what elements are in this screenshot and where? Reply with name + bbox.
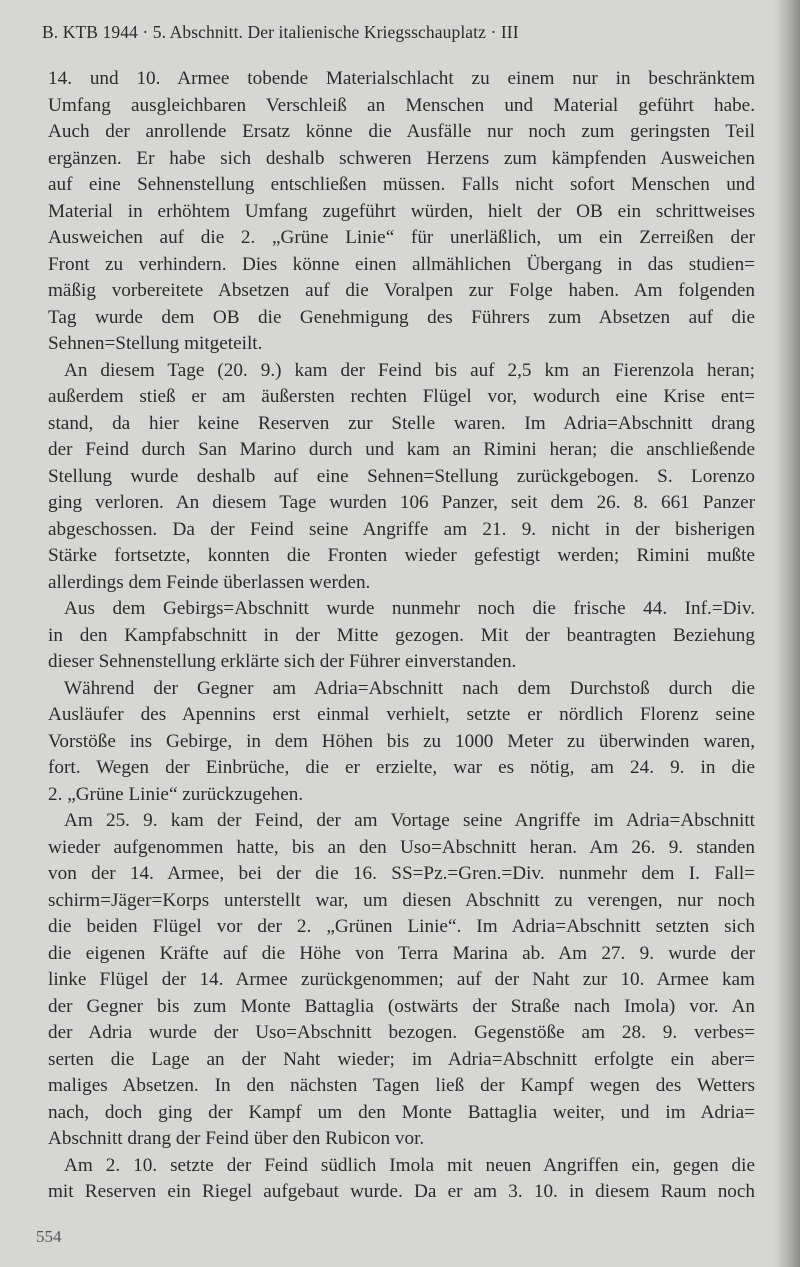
text-line: An diesem Tage (20. 9.) kam der Feind bis auf 2,5 km an Fierenzola heran; <box>64 359 755 381</box>
paragraph <box>48 66 755 358</box>
text-line: der Feind durch San Marino durch und kam an Rimini heran; die anschließende <box>48 439 755 460</box>
page-edge-shadow <box>774 0 800 1267</box>
text-line: von der 14. Armee, bei der die 16. SS=Pz.=Gren.=Div. nunmehr dem I. Fall= <box>48 863 755 884</box>
paragraph <box>48 808 755 1153</box>
text-line: Am 2. 10. setzte der Feind südlich Imola mit neuen Angriffen ein, gegen die <box>64 1154 755 1176</box>
text-line: mit Reserven ein Riegel aufgebaut wurde. Da er am 3. 10. in diesem Raum noch <box>48 1181 755 1202</box>
paragraph <box>48 358 755 597</box>
text-line: 14. und 10. Armee tobende Materialschlacht zu einem nur in beschränktem <box>48 68 755 89</box>
text-line: außerdem stieß er am äußersten rechten Flügel vor, wodurch eine Krise ent= <box>48 386 755 407</box>
text-line: Stärke fortsetzte, konnten die Fronten wieder gefestigt werden; Rimini mußte <box>48 545 755 566</box>
text-line: maliges Absetzen. In den nächsten Tagen ließ der Kampf wegen des Wetters <box>48 1075 755 1096</box>
text-line: Während der Gegner am Adria=Abschnitt nach dem Durchstoß durch die <box>64 677 755 699</box>
text-line: die eigenen Kräfte auf die Höhe von Terra Marina ab. Am 27. 9. wurde der <box>48 942 755 964</box>
text-line: Material in erhöhtem Umfang zugeführt würden, hielt der OB ein schrittweises <box>48 200 755 222</box>
body-text <box>48 66 755 1206</box>
text-line: dieser Sehnenstellung erklärte sich der Führer einverstanden. <box>48 651 517 672</box>
text-line: Abschnitt drang der Feind über den Rubicon vor. <box>48 1128 425 1149</box>
text-line: Aus dem Gebirgs=Abschnitt wurde nunmehr noch die frische 44. Inf.=Div. <box>64 598 755 619</box>
text-line: Auch der anrollende Ersatz könne die Ausfälle nur noch zum geringsten Teil <box>48 121 755 142</box>
text-line: Am 25. 9. kam der Feind, der am Vortage seine Angriffe im Adria=Abschnitt <box>64 810 755 831</box>
text-line: Vorstöße ins Gebirge, in dem Höhen bis zu 1000 Meter zu überwinden waren, <box>48 730 755 752</box>
text-line: linke Flügel der 14. Armee zurückgenommen; auf der Naht zur 10. Armee kam <box>48 969 755 990</box>
text-line: Ausweichen auf die 2. „Grüne Linie“ für unerläßlich, um ein Zerreißen der <box>48 227 755 248</box>
text-line: Umfang ausgleichbaren Verschleiß an Menschen und Material geführt habe. <box>48 94 755 116</box>
paragraph <box>48 1153 755 1206</box>
text-line: fort. Wegen der Einbrüche, die er erzielte, war es nötig, am 24. 9. in die <box>48 757 755 778</box>
text-line: mäßig vorbereitete Absetzen auf die Voralpen zur Folge haben. Am folgenden <box>48 280 755 301</box>
text-line: Stellung wurde deshalb auf eine Sehnen=Stellung zurückgebogen. S. Lorenzo <box>48 465 755 487</box>
text-line: der Gegner bis zum Monte Battaglia (ostwärts der Straße nach Imola) vor. An <box>48 995 755 1017</box>
text-line: nach, doch ging der Kampf um den Monte Battaglia weiter, und im Adria= <box>48 1101 755 1123</box>
text-line: serten die Lage an der Naht wieder; im Adria=Abschnitt erfolgte ein aber= <box>48 1048 755 1070</box>
text-line: die beiden Flügel vor der 2. „Grünen Linie“. Im Adria=Abschnitt setzten sich <box>48 916 755 937</box>
text-line: stand, da hier keine Reserven zur Stelle waren. Im Adria=Abschnitt drang <box>48 412 755 434</box>
page-number: 554 <box>36 1227 62 1246</box>
paragraph <box>48 676 755 809</box>
text-line: allerdings dem Feinde überlassen werden. <box>48 571 371 593</box>
text-line: der Adria wurde der Uso=Abschnitt bezogen. Gegenstöße am 28. 9. verbes= <box>48 1022 755 1043</box>
text-line: 2. „Grüne Linie“ zurückzugehen. <box>48 783 304 805</box>
text-line: Tag wurde dem OB die Genehmigung des Führers zum Absetzen auf die <box>48 306 755 328</box>
text-line: auf eine Sehnenstellung entschließen müssen. Falls nicht sofort Menschen und <box>48 174 755 195</box>
text-line: ergänzen. Er habe sich deshalb schweren Herzens zum kämpfenden Ausweichen <box>48 147 755 169</box>
text-line: schirm=Jäger=Korps unterstellt war, um diesen Abschnitt zu verengen, nur noch <box>48 889 755 911</box>
paragraph <box>48 596 755 676</box>
text-line: in den Kampfabschnitt in der Mitte gezogen. Mit der beantragten Beziehung <box>48 624 755 646</box>
text-line: abgeschossen. Da der Feind seine Angriffe am 21. 9. nicht in der bisherigen <box>48 518 755 540</box>
text-line: Ausläufer des Apennins erst einmal verhielt, setzte er nördlich Florenz seine <box>48 704 755 725</box>
text-line: ging verloren. An diesem Tage wurden 106 Panzer, seit dem 26. 8. 661 Panzer <box>48 492 755 513</box>
text-line: Front zu verhindern. Dies könne einen allmählichen Übergang in das studien= <box>48 253 755 275</box>
running-header: B. KTB 1944 · 5. Abschnitt. Der italienische Kriegsschauplatz · III <box>42 22 519 42</box>
text-line: Sehnen=Stellung mitgeteilt. <box>48 333 263 354</box>
text-line: wieder aufgenommen hatte, bis an den Uso=Abschnitt heran. Am 26. 9. standen <box>48 836 755 858</box>
